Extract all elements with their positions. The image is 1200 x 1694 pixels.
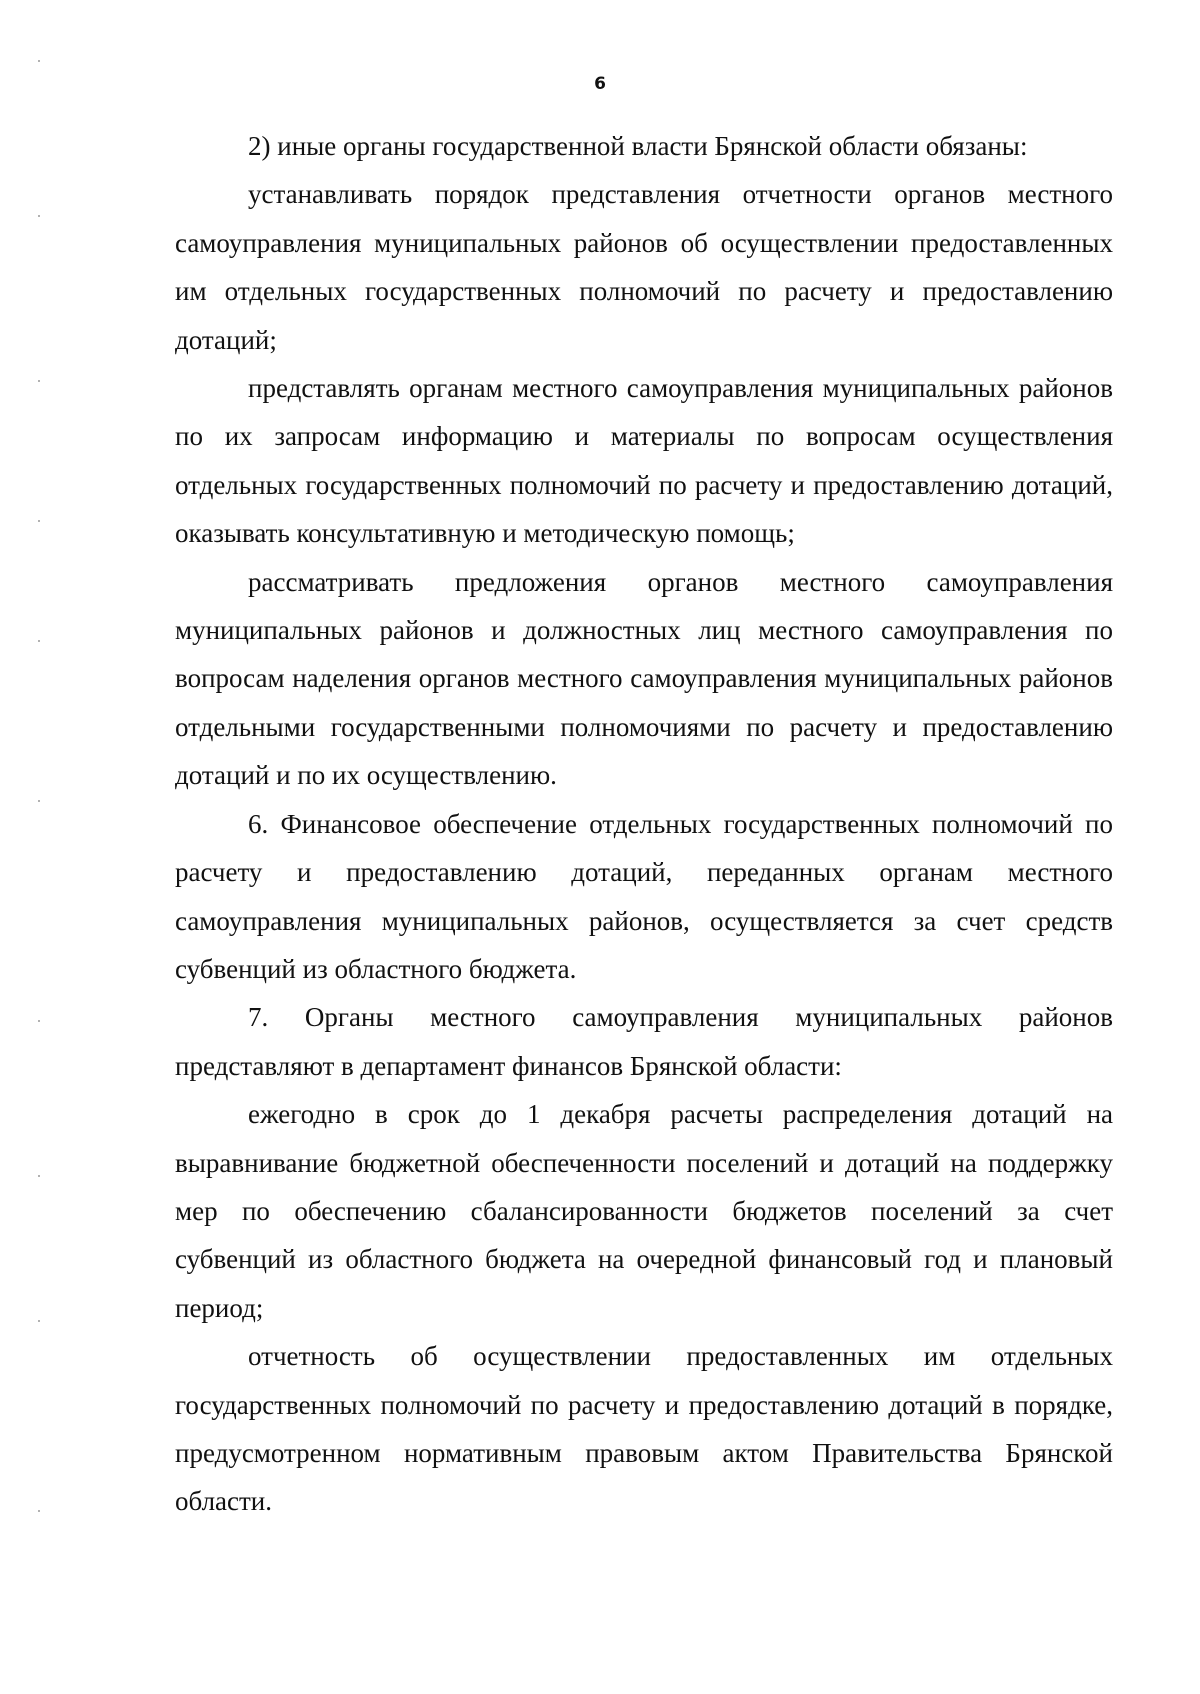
scan-margin-mark [38, 1320, 40, 1322]
paragraph-annual-calculations: ежегодно в срок до 1 декабря расчеты распределения дотаций на выравнивание бюджетной обеспеченности поселений и дотаций на поддержку мер по обеспечению сбалансированности бюджетов поселений за счет субвенций из областного бюджета на очередной финансовый год и плановый период; [175, 1099, 1113, 1323]
scan-margin-mark [38, 640, 40, 642]
paragraph-item-2: 2) иные органы государственной власти Брянской области обязаны: [248, 131, 1028, 161]
scan-margin-mark [38, 60, 40, 62]
paragraph-section-7: 7. Органы местного самоуправления муниципальных районов представляют в департамент финансов Брянской области: [175, 1002, 1113, 1081]
scan-margin-mark [38, 800, 40, 802]
paragraph-reporting: отчетность об осуществлении предоставленных им отдельных государственных полномочий по расчету и предоставлению дотаций в порядке, предусмотренном нормативным правовым актом Правительства Брянской области. [175, 1341, 1113, 1517]
paragraph-provide-info: представлять органам местного самоуправления муниципальных районов по их запросам информацию и материалы по вопросам осуществления отдельных государственных полномочий по расчету и предоставлению дотаций, оказывать консультативную и методическую помощь; [175, 373, 1113, 549]
page-number: 6 [594, 74, 606, 94]
document-body [175, 122, 1113, 1526]
paragraph-reporting-order: устанавливать порядок представления отчетности органов местного самоуправления муниципальных районов об осуществлении предоставленных им отдельных государственных полномочий по расчету и предоставлению дотаций; [175, 179, 1113, 355]
scan-margin-mark [38, 1020, 40, 1022]
scan-margin-mark [38, 380, 40, 382]
scan-margin-mark [38, 1175, 40, 1177]
scan-margin-mark [38, 520, 40, 522]
scan-margin-mark [38, 1510, 40, 1512]
paragraph-section-6: 6. Финансовое обеспечение отдельных государственных полномочий по расчету и предоставлению дотаций, переданных органам местного самоуправления муниципальных районов, осуществляется за счет средств субвенций из областного бюджета. [175, 808, 1113, 984]
paragraph-consider-proposals: рассматривать предложения органов местного самоуправления муниципальных районов и должностных лиц местного самоуправления по вопросам наделения органов местного самоуправления муниципальных районов отдельными государственными полномочиями по расчету и предоставлению дотаций и по их осуществлению. [175, 566, 1113, 791]
scan-margin-mark [38, 215, 40, 217]
